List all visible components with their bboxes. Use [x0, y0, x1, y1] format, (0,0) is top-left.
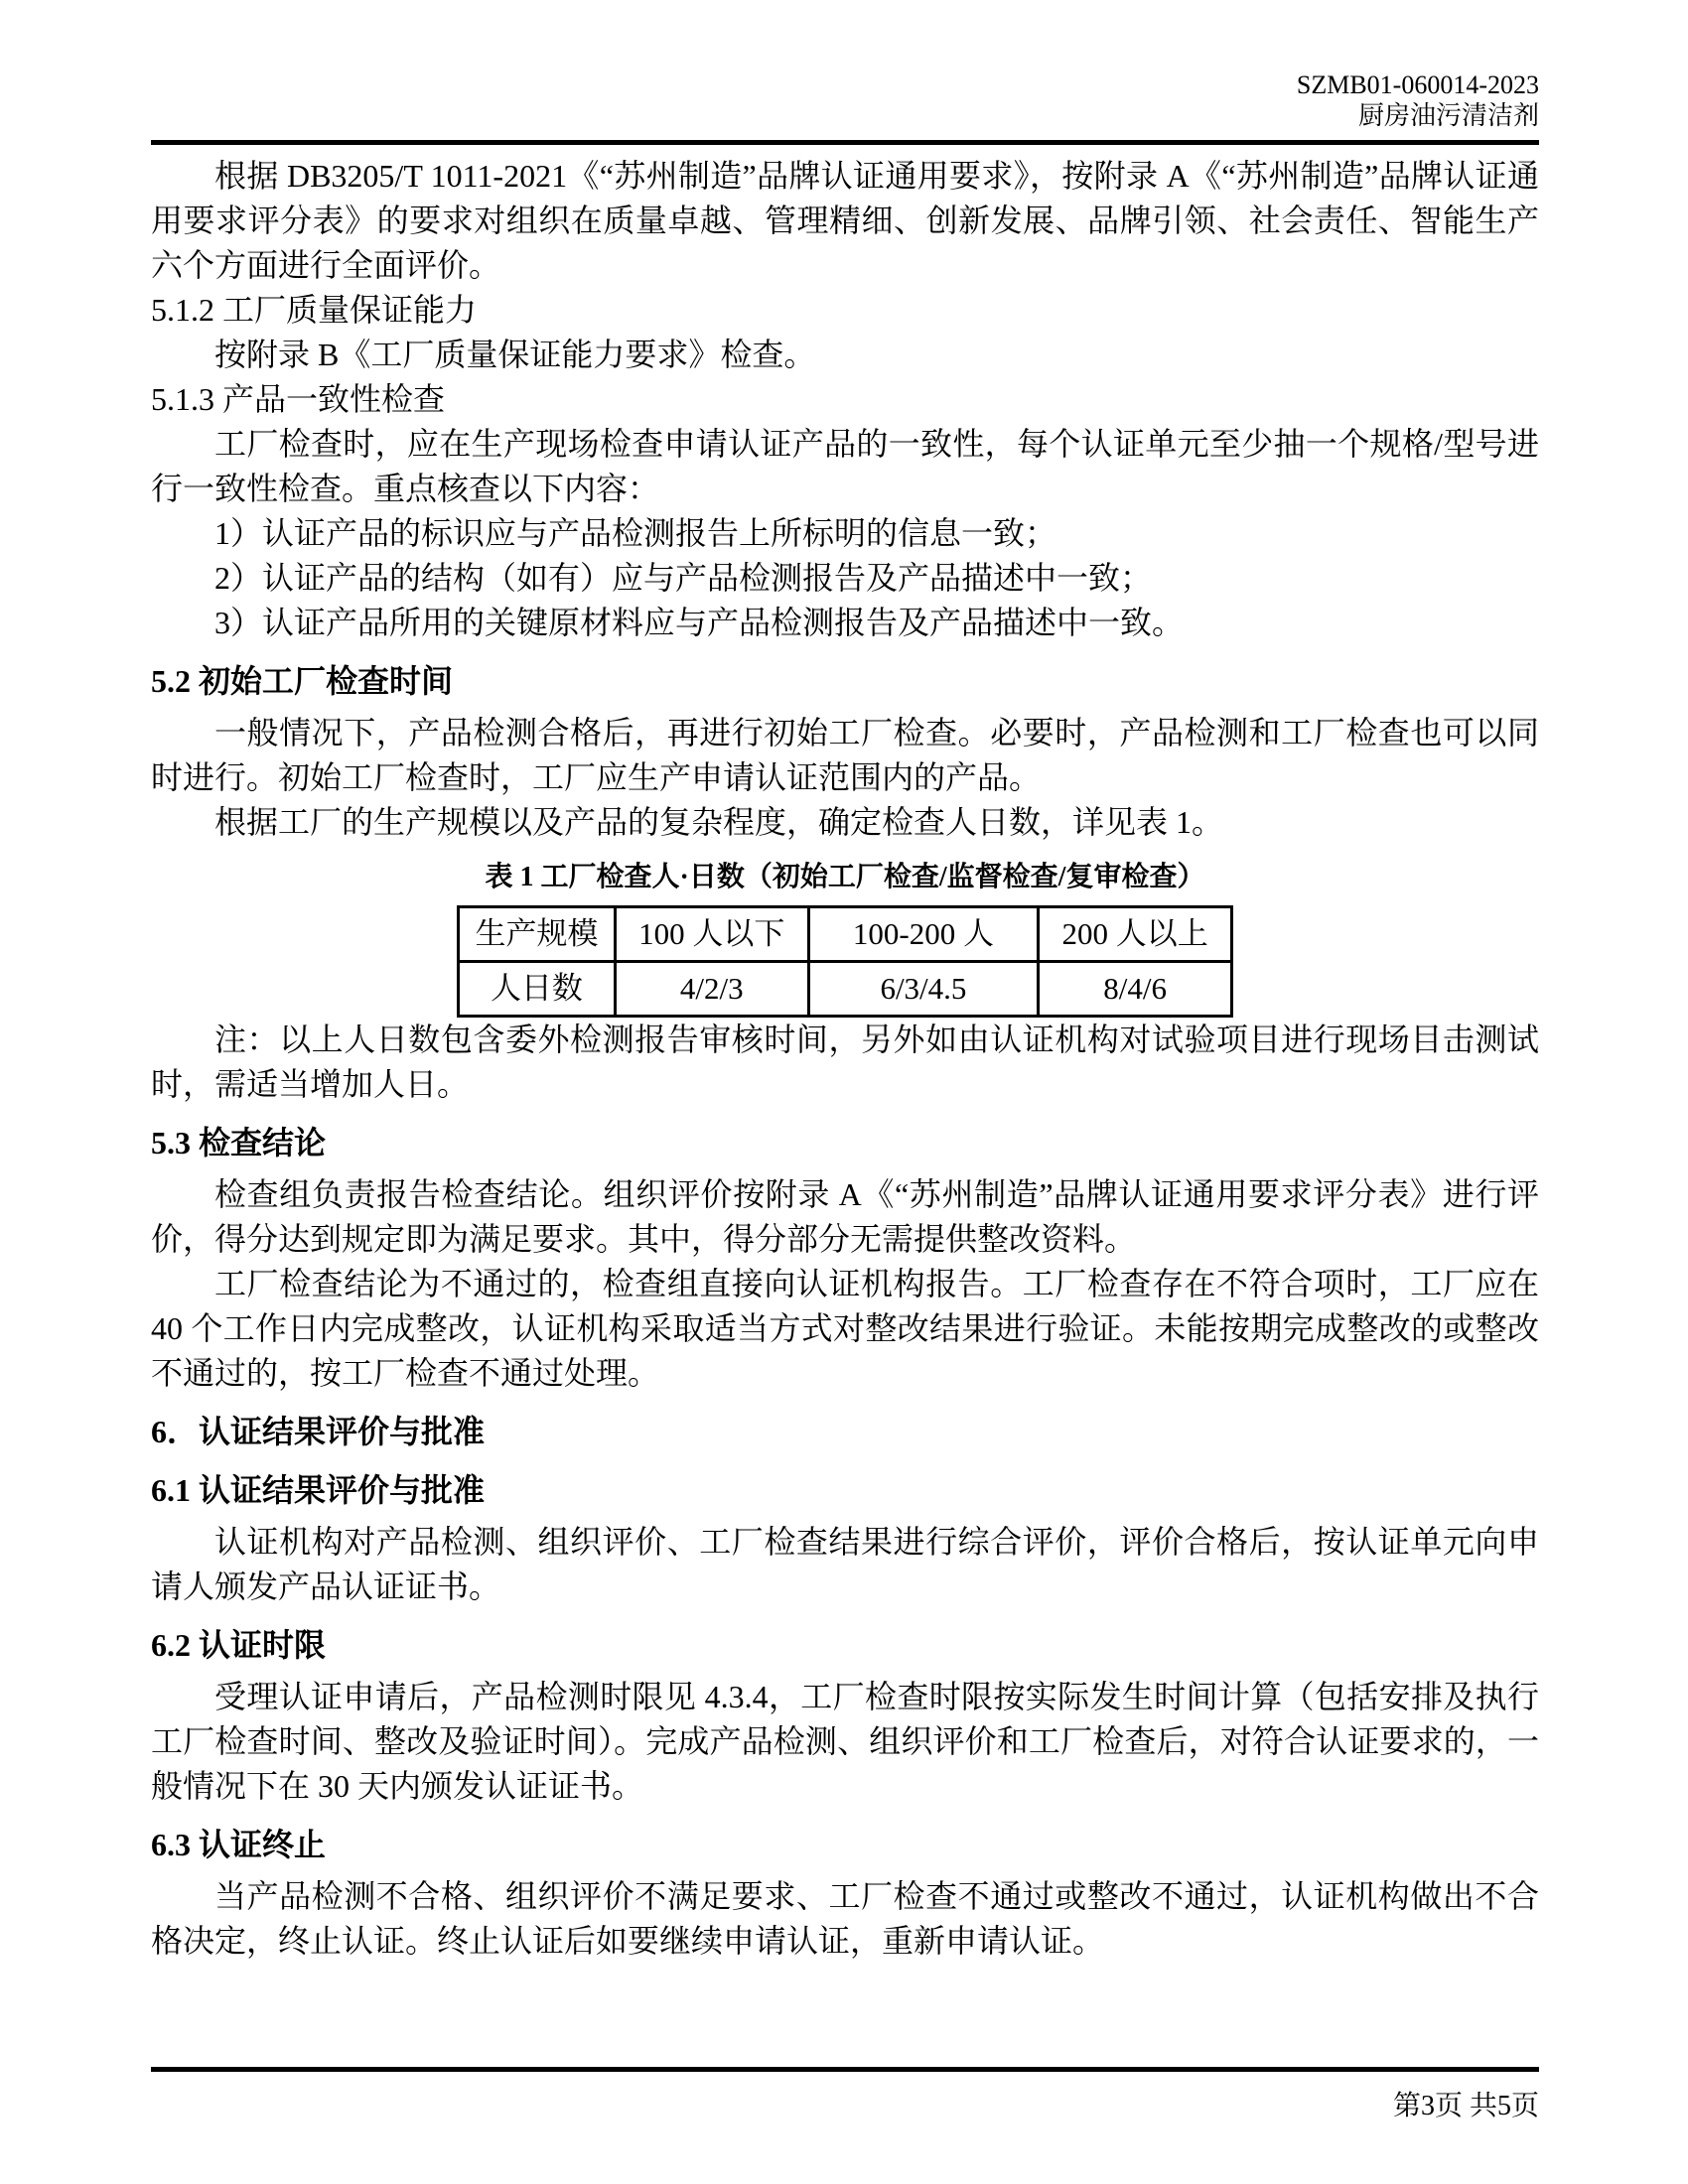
section-heading-6-3: 6.3 认证终止 [151, 1827, 327, 1862]
table-cell: 100-200 人 [808, 907, 1039, 962]
section-heading-5-2: 5.2 初始工厂检查时间 [151, 663, 454, 699]
footer-divider [151, 2067, 1539, 2072]
intro-paragraph: 根据 DB3205/T 1011-2021《“苏州制造”品牌认证通用要求》，按附录 A《“苏州制造”品牌认证通用要求评分表》的要求对组织在质量卓越、管理精细、创新发展、品牌引领、社会责任、智能生产六个方面进行全面评价。 [151, 158, 1539, 283]
paragraph-5-2-b: 根据工厂的生产规模以及产品的复杂程度，确定检查人日数，详见表 1。 [214, 804, 1224, 840]
paragraph-5-1-2: 按附录 B《工厂质量保证能力要求》检查。 [214, 337, 816, 372]
paragraph-6-1: 认证机构对产品检测、组织评价、工厂检查结果进行综合评价，评价合格后，按认证单元向申请人颁发产品认证证书。 [151, 1524, 1539, 1604]
paragraph-5-3-b: 工厂检查结论为不通过的，检查组直接向认证机构报告。工厂检查存在不符合项时，工厂应在 40 个工作日内完成整改，认证机构采取适当方式对整改结果进行验证。未能按期完成整改的或整改不通过的，按工厂检查不通过处理。 [151, 1266, 1539, 1391]
paragraph-6-3: 当产品检测不合格、组织评价不满足要求、工厂检查不通过或整改不通过，认证机构做出不合格决定，终止认证。终止认证后如要继续申请认证，重新申请认证。 [151, 1878, 1539, 1959]
paragraph-5-2-a: 一般情况下，产品检测合格后，再进行初始工厂检查。必要时，产品检测和工厂检查也可以同时进行。初始工厂检查时，工厂应生产申请认证范围内的产品。 [151, 715, 1539, 795]
section-heading-6-1: 6.1 认证结果评价与批准 [151, 1472, 486, 1508]
paragraph-6-2: 受理认证申请后，产品检测时限见 4.3.4，工厂检查时限按实际发生时间计算（包括安排及执行工厂检查时间、整改及验证时间）。完成产品检测、组织评价和工厂检查后，对符合认证要求的，一般情况下在 30 天内颁发认证证书。 [151, 1679, 1539, 1804]
table-cell: 8/4/6 [1039, 962, 1232, 1017]
list-item-1: 1）认证产品的标识应与产品检测报告上所标明的信息一致； [214, 515, 1057, 551]
paragraph-5-3-a: 检查组负责报告检查结论。组织评价按附录 A《“苏州制造”品牌认证通用要求评分表》进行评价，得分达到规定即为满足要求。其中，得分部分无需提供整改资料。 [151, 1176, 1539, 1257]
table-cell: 200 人以上 [1039, 907, 1232, 962]
table-note: 注：以上人日数包含委外检测报告审核时间，另外如由认证机构对试验项目进行现场目击测试时，需适当增加人日。 [151, 1022, 1539, 1102]
page-footer [151, 2067, 1539, 2123]
page-header [151, 0, 1539, 131]
table-cell: 生产规模 [459, 907, 616, 962]
section-heading-6: 6．认证结果评价与批准 [151, 1414, 486, 1449]
table-row [459, 962, 1232, 1017]
table-row [459, 907, 1232, 962]
list-item-3: 3）认证产品所用的关键原材料应与产品检测报告及产品描述中一致。 [214, 605, 1185, 640]
table-cell: 人日数 [459, 962, 616, 1017]
table-cell: 100 人以下 [615, 907, 808, 962]
section-heading-5-1-2: 5.1.2 工厂质量保证能力 [151, 292, 478, 328]
table-cell: 6/3/4.5 [808, 962, 1039, 1017]
section-heading-6-2: 6.2 认证时限 [151, 1627, 327, 1663]
document-body [151, 145, 1539, 1964]
inspection-days-table [457, 905, 1233, 1018]
page-number: 第3页 共5页 [1392, 2091, 1539, 2121]
document-title: 厨房油污清洁剂 [1357, 101, 1539, 130]
list-item-2: 2）认证产品的结构（如有）应与产品检测报告及产品描述中一致； [214, 560, 1153, 596]
document-number: SZMB01-060014-2023 [1296, 70, 1539, 99]
table-cell: 4/2/3 [615, 962, 808, 1017]
section-heading-5-1-3: 5.1.3 产品一致性检查 [151, 381, 446, 417]
paragraph-5-1-3: 工厂检查时，应在生产现场检查申请认证产品的一致性，每个认证单元至少抽一个规格/型号进行一致性检查。重点核查以下内容： [151, 426, 1539, 506]
table-1-caption: 表 1 工厂检查人·日数（初始工厂检查/监督检查/复审检查） [485, 862, 1205, 892]
section-heading-5-3: 5.3 检查结论 [151, 1125, 327, 1160]
